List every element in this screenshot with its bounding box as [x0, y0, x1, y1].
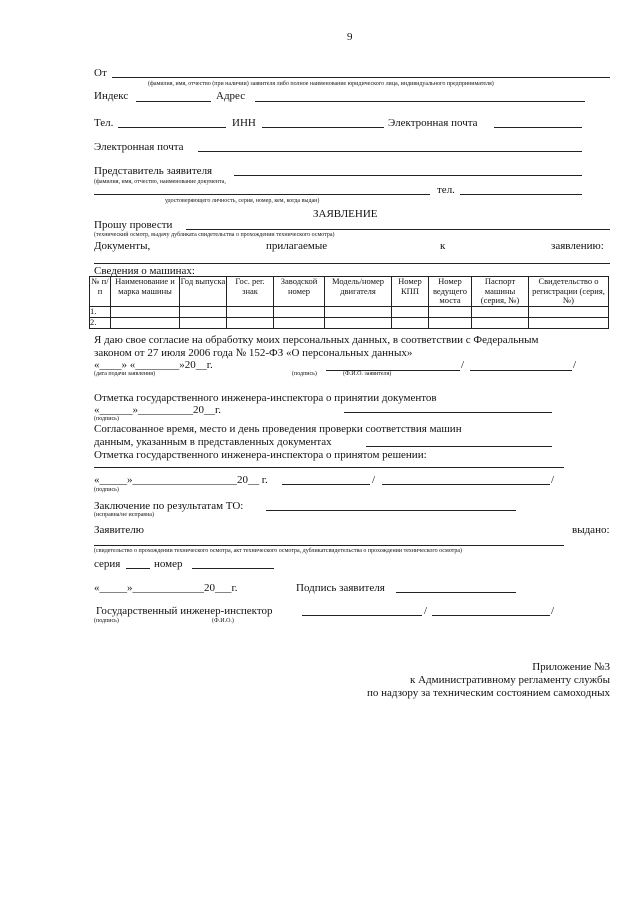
- email-inline-label: Электронная почта: [388, 117, 478, 129]
- agreed-text-2: данным, указанным в представленных документах: [94, 436, 332, 448]
- inspector-accept-label: Отметка государственного инженера-инспектора о принятии документов: [94, 392, 437, 404]
- representative-field-line[interactable]: [234, 175, 582, 176]
- series-field-line[interactable]: [126, 568, 150, 569]
- email-inline-field-line[interactable]: [494, 127, 582, 128]
- table-header: Модель/номер двигателя: [325, 277, 392, 307]
- slash-divider: /: [573, 359, 577, 371]
- table-header: Гос. рег. знак: [227, 277, 274, 307]
- inspector-accept-field-line[interactable]: [344, 412, 552, 413]
- date-hint: (дата подачи заявления): [94, 371, 156, 377]
- state-inspector-fio-line[interactable]: [432, 615, 550, 616]
- date-line-1[interactable]: «____» «________»20__г.: [94, 359, 213, 371]
- machines-label: Сведения о машинах:: [94, 265, 195, 277]
- slash-divider: /: [372, 474, 376, 486]
- slash-divider: /: [424, 605, 428, 617]
- slash-divider: /: [551, 474, 555, 486]
- representative-hint: (фамилия, имя, отчество, наименование документа,: [94, 179, 226, 185]
- number-label: номер: [154, 558, 183, 570]
- signature-hint-2: (подпись): [94, 416, 119, 422]
- table-header: Номер ведущего моста: [429, 277, 472, 307]
- table-header: № п/п: [90, 277, 111, 307]
- inspector-decision-label: Отметка государственного инженера-инспектора о принятом решении:: [94, 449, 427, 461]
- table-cell[interactable]: [325, 317, 392, 328]
- applicant-signature-label: Подпись заявителя: [296, 582, 385, 594]
- documents-field-line[interactable]: [94, 263, 610, 264]
- applicant-label: Заявителю: [94, 524, 144, 536]
- table-header: Наименование и марка машины: [111, 277, 180, 307]
- request-label: Прошу провести: [94, 219, 173, 231]
- conclusion-field-line[interactable]: [266, 510, 516, 511]
- table-header-row: [90, 277, 609, 307]
- consent-text-1: Я даю свое согласие на обработку моих персональных данных, в соответствии с Федеральным: [94, 334, 539, 346]
- table-row: [90, 317, 609, 328]
- email-field-line[interactable]: [198, 151, 582, 152]
- date-line-2[interactable]: «______»__________20__г.: [94, 404, 222, 416]
- issued-hint: (свидетельство о прохождении технического осмотра, акт технического осмотра, дубликатсвидетельства о прохождении технического осмотра): [94, 548, 463, 554]
- appendix-line-3: по надзору за техническим состоянием самоходных: [367, 687, 610, 699]
- table-cell[interactable]: [429, 317, 472, 328]
- decision-fio-line[interactable]: [382, 484, 550, 485]
- identity-hint: удостоверяющего личность, серия, номер, кем, когда выдан): [165, 198, 320, 204]
- table-header: Заводской номер: [274, 277, 325, 307]
- row-number: 2.: [90, 317, 111, 328]
- fio-field-line[interactable]: [470, 370, 572, 371]
- documents-word-1: Документы,: [94, 240, 151, 252]
- state-inspector-label: Государственный инженер-инспектор: [96, 605, 273, 617]
- index-field-line[interactable]: [136, 101, 211, 102]
- table-row: [90, 306, 609, 317]
- issued-field-line[interactable]: [94, 545, 564, 546]
- page-number: 9: [347, 31, 353, 43]
- address-field-line[interactable]: [255, 101, 585, 102]
- signature-hint: (подпись): [292, 371, 317, 377]
- consent-text-2: законом от 27 июля 2006 года № 152-ФЗ «О персональных данных»: [94, 347, 413, 359]
- table-cell[interactable]: [274, 317, 325, 328]
- index-label: Индекс: [94, 90, 129, 102]
- table-cell[interactable]: [180, 306, 227, 317]
- table-cell[interactable]: [227, 317, 274, 328]
- decision-field-line[interactable]: [94, 467, 564, 468]
- table-cell[interactable]: [529, 306, 609, 317]
- appendix-line-2: к Административному регламенту службы: [410, 674, 610, 686]
- table-header: Паспорт машины (серия, №): [472, 277, 529, 307]
- applicant-signature-field-line[interactable]: [396, 592, 516, 593]
- number-field-line[interactable]: [192, 568, 274, 569]
- from-hint: (фамилия, имя, отчество (при наличии) заявителя либо полное наименование юридического лица, индивидуального предпринимателя): [148, 81, 494, 87]
- email-label: Электронная почта: [94, 141, 184, 153]
- agreed-field-line[interactable]: [366, 446, 552, 447]
- row-number: 1.: [90, 306, 111, 317]
- table-cell[interactable]: [325, 306, 392, 317]
- inn-field-line[interactable]: [262, 127, 384, 128]
- table-cell[interactable]: [472, 306, 529, 317]
- documents-word-4: заявлению:: [551, 240, 604, 252]
- fio-hint-2: (Ф.И.О.): [212, 618, 234, 624]
- signature-hint-4: (подпись): [94, 618, 119, 624]
- table-cell[interactable]: [274, 306, 325, 317]
- state-inspector-signature-line[interactable]: [302, 615, 422, 616]
- decision-signature-line[interactable]: [282, 484, 370, 485]
- representative-field-line-2[interactable]: [94, 194, 430, 195]
- documents-word-2: прилагаемые: [266, 240, 328, 252]
- table-cell[interactable]: [180, 317, 227, 328]
- documents-word-3: к: [440, 240, 446, 252]
- machines-table: [89, 276, 609, 329]
- inn-label: ИНН: [232, 117, 256, 129]
- tel-field-line[interactable]: [460, 194, 582, 195]
- table-header: Свидетельство о регистрации (серия, №): [529, 277, 609, 307]
- table-cell[interactable]: [392, 317, 429, 328]
- conclusion-hint: (исправна/не исправна): [94, 512, 154, 518]
- appendix-line-1: Приложение №3: [532, 661, 610, 673]
- slash-divider: /: [551, 605, 555, 617]
- phone-field-line[interactable]: [118, 127, 226, 128]
- phone-label: Тел.: [94, 117, 114, 129]
- table-cell[interactable]: [429, 306, 472, 317]
- table-cell[interactable]: [111, 306, 180, 317]
- from-label: От: [94, 67, 107, 79]
- request-field-line[interactable]: [186, 229, 610, 230]
- table-header: Год выпуска: [180, 277, 227, 307]
- from-field-line[interactable]: [112, 77, 610, 78]
- slash-divider: /: [461, 359, 465, 371]
- conclusion-label: Заключение по результатам ТО:: [94, 500, 244, 512]
- signature-hint-3: (подпись): [94, 487, 119, 493]
- table-cell[interactable]: [472, 317, 529, 328]
- issued-label: выдано:: [572, 524, 610, 536]
- address-label: Адрес: [216, 90, 246, 102]
- document-title: ЗАЯВЛЕНИЕ: [313, 208, 378, 220]
- date-line-3[interactable]: «_____»___________________20__ г.: [94, 474, 268, 486]
- fio-hint: (Ф.И.О. заявителя): [343, 371, 392, 377]
- table-header: Номер КПП: [392, 277, 429, 307]
- table-cell[interactable]: [529, 317, 609, 328]
- date-line-4[interactable]: «_____»_____________20___г.: [94, 582, 238, 594]
- representative-label: Представитель заявителя: [94, 165, 213, 177]
- table-cell[interactable]: [392, 306, 429, 317]
- table-cell[interactable]: [111, 317, 180, 328]
- agreed-text-1: Согласованное время, место и день проведения проверки соответствия машин: [94, 423, 462, 435]
- series-label: серия: [94, 558, 121, 570]
- tel-label: тел.: [437, 184, 455, 196]
- table-cell[interactable]: [227, 306, 274, 317]
- request-hint: (технический осмотр, выдачу дубликата свидетельства о прохождении технического осмотра): [94, 232, 335, 238]
